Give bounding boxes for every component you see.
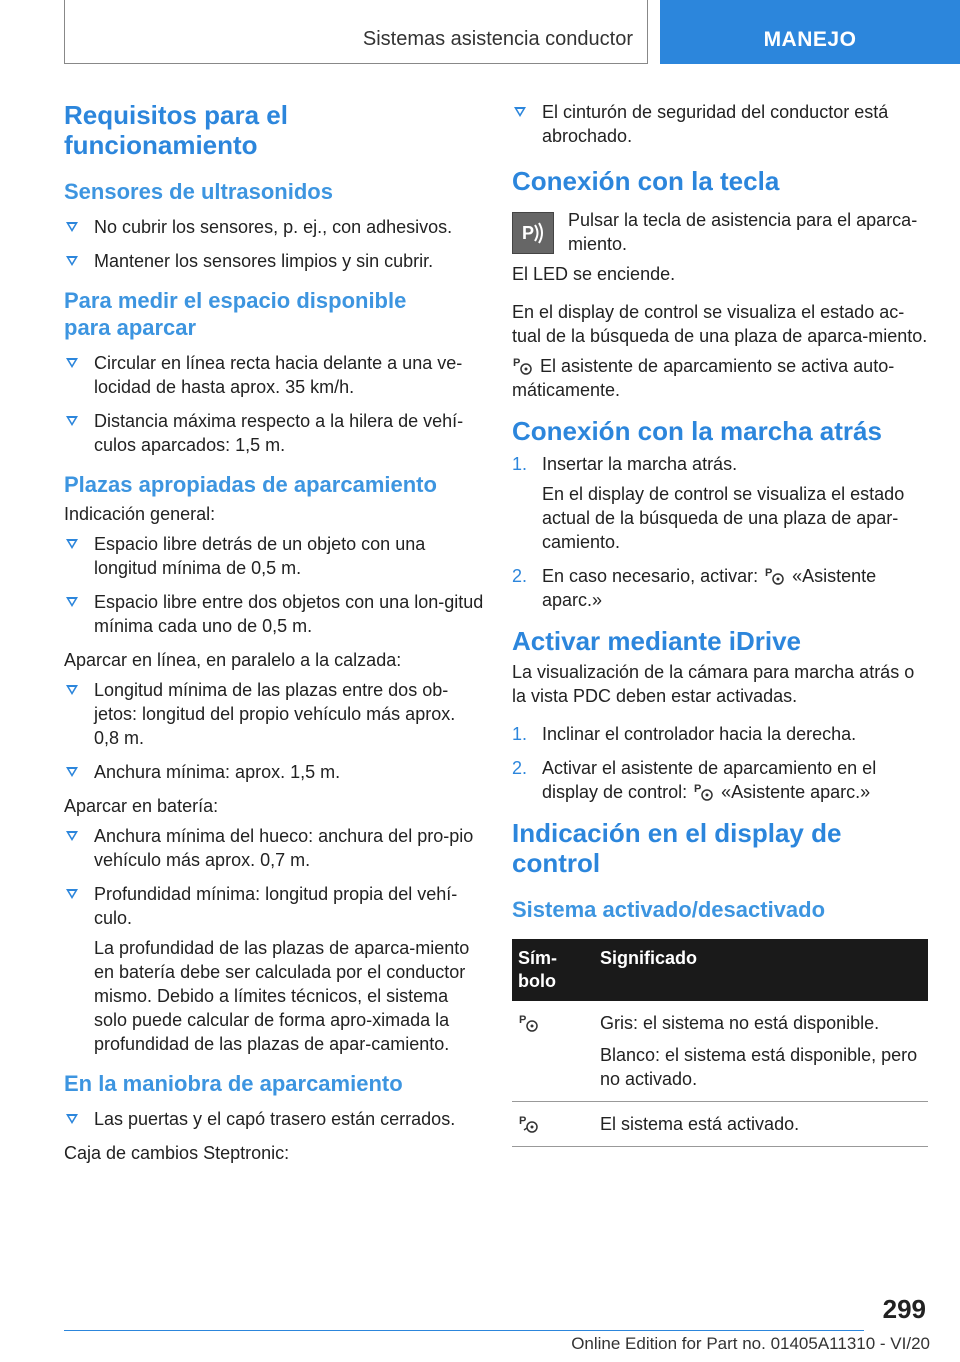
list-item: 1. Inclinar el controlador hacia la derecha. [512, 724, 857, 744]
triangle-bullet-icon [66, 539, 78, 549]
triangle-bullet-icon [66, 358, 78, 368]
table-row [512, 1102, 928, 1147]
linea-list [64, 678, 484, 784]
auto-text: P El asistente de aparcamiento se activa auto-máticamente. [512, 356, 895, 400]
col-meaning: Significado [594, 939, 928, 1001]
indicacion-general: Indicación general: [64, 504, 216, 524]
bateria-list [64, 824, 484, 1056]
col-symbol: Sím-bolo [512, 939, 594, 1001]
triangle-bullet-icon [66, 831, 78, 841]
triangle-bullet-icon [66, 256, 78, 266]
tecla-text: Pulsar la tecla de asistencia para el aparca-miento. [568, 210, 918, 254]
svg-text:P: P [522, 223, 535, 243]
list-item: Mantener los sensores limpios y sin cubrir. [64, 249, 484, 273]
list-item: El cinturón de seguridad del conductor está abrochado. [512, 100, 932, 148]
svg-text:P: P [694, 783, 702, 795]
idrive-list [512, 722, 932, 804]
bateria-note: La profundidad de las plazas de aparca-miento en batería debe ser calculada por el conductor mismo. Debido a límites técnicos, el sistema solo puede calcular de forma apro-ximada la profundidad de las plazas de apar-camiento. [94, 938, 470, 1054]
chapter-tab: MANEJO [660, 0, 960, 64]
symbol-table [512, 939, 928, 1147]
heading-sensores: Sensores de ultrasonidos [64, 179, 333, 204]
sensores-list [64, 215, 484, 273]
heading-maniobra: En la maniobra de aparcamiento [64, 1071, 403, 1096]
triangle-bullet-icon [514, 107, 526, 117]
marcha-list [512, 452, 932, 612]
parking-assist-icon [764, 564, 786, 586]
triangle-bullet-icon [66, 889, 78, 899]
svg-text:P: P [765, 567, 773, 579]
row1-text-a: Gris: el sistema no está disponible. [600, 1013, 880, 1033]
display-text: En el display de control se visualiza el estado ac-tual de la búsqueda de una plaza de aparca-miento. [512, 302, 928, 346]
list-item: 2. Activar el asistente de aparcamiento en el display de control: P «Asistente aparc.» [512, 758, 877, 802]
triangle-bullet-icon [66, 685, 78, 695]
section-title: Sistemas asistencia conductor [64, 0, 648, 64]
list-item: Longitud mínima de las plazas entre dos ob-jetos: longitud del propio vehículo más aprox. 0,8 m. [64, 678, 484, 750]
right-column [512, 100, 932, 1147]
page-header [0, 0, 960, 66]
list-item: Anchura mínima: aprox. 1,5 m. [64, 760, 484, 784]
heading-requisitos: Requisitos para el funcionamiento [64, 100, 288, 160]
maniobra-list [64, 1107, 484, 1131]
medir-list [64, 351, 484, 457]
list-item: Distancia máxima respecto a la hilera de vehí-culos aparcados: 1,5 m. [64, 409, 484, 457]
parking-assist-active-icon [518, 1112, 540, 1134]
page-number: 299 [882, 1294, 926, 1324]
caja-label: Caja de cambios Steptronic: [64, 1143, 290, 1163]
list-item: Las puertas y el capó trasero están cerrados. [64, 1107, 484, 1131]
tecla-row [512, 208, 932, 256]
svg-text:P: P [519, 1115, 527, 1127]
list-item: Profundidad mínima: longitud propia del vehí-culo. La profundidad de las plazas de aparca-miento en batería debe ser calculada por el conductor mismo. Debido a límites técnicos, el sistema solo puede calcular de forma apro-ximada la profundidad de las plazas de apar-camiento. [64, 882, 484, 1056]
list-item: Espacio libre entre dos objetos con una lon-gitud mínima cada uno de 0,5 m. [64, 590, 484, 638]
row1-text-b: Blanco: el sistema está disponible, pero no activado. [600, 1045, 918, 1089]
table-row [512, 1001, 928, 1102]
idrive-text: La visualización de la cámara para marcha atrás o la vista PDC deben estar activadas. [512, 662, 915, 706]
table-header-row [512, 939, 928, 1001]
parking-assist-icon [518, 1011, 540, 1033]
parking-assist-icon [693, 780, 715, 802]
heading-indicacion: Indicación en el display de control [512, 818, 842, 878]
parking-assist-icon [512, 354, 534, 376]
heading-sistema: Sistema activado/desactivado [512, 897, 826, 922]
triangle-bullet-icon [66, 416, 78, 426]
left-column [64, 100, 484, 1171]
marcha-1-sub: En el display de control se visualiza el estado actual de la búsqueda de una plaza de apar-camiento. [542, 484, 905, 552]
footer-divider [64, 1330, 864, 1331]
heading-medir: Para medir el espacio disponible para aparcar [64, 288, 407, 340]
parking-assist-key-icon [512, 212, 554, 254]
triangle-bullet-icon [66, 597, 78, 607]
triangle-bullet-icon [66, 1114, 78, 1124]
en-linea-label: Aparcar en línea, en paralelo a la calzada: [64, 650, 402, 670]
led-text: El LED se enciende. [512, 264, 676, 284]
triangle-bullet-icon [66, 767, 78, 777]
heading-plazas: Plazas apropiadas de aparcamiento [64, 472, 437, 497]
list-item: Espacio libre detrás de un objeto con una longitud mínima de 0,5 m. [64, 532, 484, 580]
en-bateria-label: Aparcar en batería: [64, 796, 219, 816]
list-item: Circular en línea recta hacia delante a una ve-locidad de hasta aprox. 35 km/h. [64, 351, 484, 399]
svg-text:P: P [519, 1014, 527, 1026]
heading-idrive: Activar mediante iDrive [512, 626, 802, 656]
heading-tecla: Conexión con la tecla [512, 166, 780, 196]
list-item: Anchura mínima del hueco: anchura del pro-pio vehículo más aprox. 0,7 m. [64, 824, 484, 872]
list-item: 2. En caso necesario, activar: P «Asistente aparc.» [512, 566, 877, 610]
general-list [64, 532, 484, 638]
footer-edition: Online Edition for Part no. 01405A11310 - VI/20 [571, 1334, 930, 1353]
cinturon-list [512, 100, 932, 148]
row2-text: El sistema está activado. [594, 1102, 928, 1147]
list-item: No cubrir los sensores, p. ej., con adhesivos. [64, 215, 484, 239]
triangle-bullet-icon [66, 222, 78, 232]
heading-marcha: Conexión con la marcha atrás [512, 416, 882, 446]
list-item: 1. Insertar la marcha atrás. En el display de control se visualiza el estado actual de la búsqueda de una plaza de apar-camiento. [512, 452, 932, 554]
svg-text:P: P [513, 357, 521, 369]
